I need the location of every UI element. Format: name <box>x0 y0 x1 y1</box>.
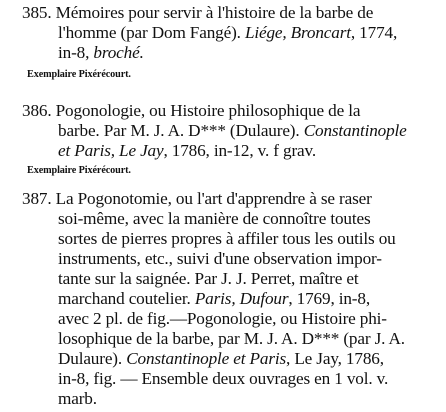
entry-line <box>58 23 397 43</box>
entry-number: 386. <box>22 101 52 120</box>
entry-italic-imprint: Constantinople et Paris <box>126 349 287 368</box>
entry-italic-imprint: Liége, Broncart <box>244 23 351 42</box>
entry-text: barbe. Par M. J. A. D*** (Dulaure). <box>58 121 304 140</box>
entry-text: Mémoires pour servir à l'histoire de la barbe de <box>55 3 374 22</box>
entry-text: marchand coutelier. <box>58 289 195 308</box>
entry-line <box>58 121 407 141</box>
entry-text: , Le Jay, 1786, <box>286 349 384 368</box>
entry-text: Pogonologie, ou Histoire philosophique de la <box>55 101 361 120</box>
entry-italic-binding: broché. <box>93 43 144 62</box>
entry-text: , 1769, in-8, <box>288 289 370 308</box>
entry-number: 385. <box>22 3 52 22</box>
entry-line <box>58 349 384 369</box>
entry-line: soi-même, avec la manière de connoître toutes <box>58 209 371 228</box>
entry-text: La Pogonotomie, ou l'art d'apprendre à se raser <box>55 189 372 208</box>
entry-text: in-8, <box>58 43 94 62</box>
entry-line <box>58 141 316 161</box>
entry-line: avec 2 pl. de fig.—Pogonologie, ou Histoire phi- <box>58 309 387 328</box>
entry-text: Dulaure). <box>58 349 127 368</box>
provenance-note: Exemplaire Pixérécourt. <box>27 165 131 176</box>
entry-line: instruments, etc., suivi d'une observation impor- <box>58 249 382 268</box>
entry-text: , 1786, in-12, v. f grav. <box>163 141 316 160</box>
entry-line <box>58 43 144 63</box>
entry-line <box>58 289 370 309</box>
entry-line <box>22 101 360 121</box>
entry-line: sortes de pierres propres à affiler tous les outils ou <box>58 229 396 248</box>
entry-line <box>22 3 373 23</box>
entry-line: marb. <box>58 389 97 408</box>
entry-text: l'homme (par Dom Fangé). <box>58 23 245 42</box>
entry-text: , 1774, <box>350 23 398 42</box>
entry-line: tante sur la saignée. Par J. J. Perret, maître et <box>58 269 359 288</box>
entry-italic-imprint: Constantinople <box>303 121 407 140</box>
entry-line <box>22 189 372 209</box>
entry-italic-imprint: et Paris, Le Jay <box>58 141 164 160</box>
provenance-note: Exemplaire Pixérécourt. <box>27 69 131 80</box>
entry-number: 387. <box>22 189 52 208</box>
entry-line: losophique de la barbe, par M. J. A. D*** (par J. A. <box>58 329 405 348</box>
entry-italic-imprint: Paris, Dufour <box>194 289 289 308</box>
entry-line: in-8, fig. — Ensemble deux ouvrages en 1 vol. v. <box>58 369 389 388</box>
